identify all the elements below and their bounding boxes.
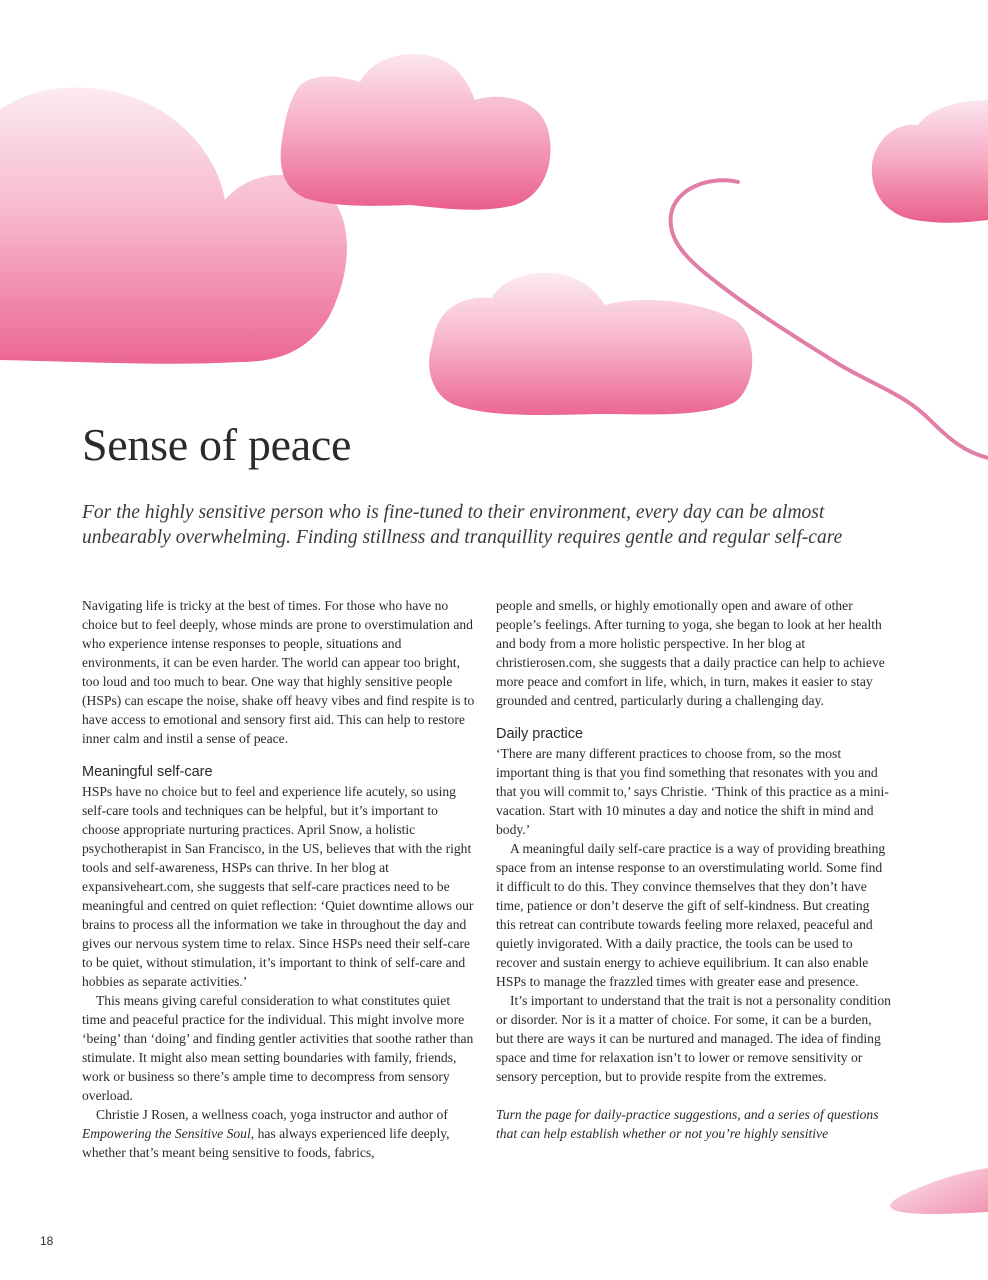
self-care-paragraph-3	[82, 1105, 477, 1162]
self-care-paragraph-2: This means giving careful consideration to what constitutes quiet time and peaceful practice for the individual. This might involve more ‘being’ than ‘doing’ and finding gentler activities that soothe rather than stimulate. It might also mean setting boundaries with family, friends, work or business so there’s ample time to decompress from sensory overload.	[82, 993, 474, 1103]
daily-practice-paragraph-1: ‘There are many different practices to choose from, so the most important thing is that you find something that resonates with you and that you will commit to,’ says Christie. ‘Think of this practice as a mini-vacation. Start with 10 minutes a day and notice the shift in mind and body.’	[496, 746, 889, 837]
paragraph-text: , has always experienced life deeply, whether that’s meant being sensitive to foods, fabrics,	[82, 1126, 450, 1160]
left-column	[82, 596, 477, 1162]
self-care-paragraph-3-continued: people and smells, or highly emotionally open and aware of other people’s feelings. After turning to yoga, she began to look at her health and body from a more holistic perspective. In her blog at christierosen.com, she suggests that a daily practice can help to achieve more peace and comfort in life, which, in turn, makes it easier to stay grounded and centred, particularly during a challenging day.	[496, 598, 885, 708]
daily-practice-paragraph-2: A meaningful daily self-care practice is a way of providing breathing space from an intense response to an overstimulating world. Some find it difficult to do this. They convince themselves that they don’t have time, patience or don’t deserve the gift of self-kindness. But creating this retreat can contribute towards feeling more relaxed, peaceful and quietly invigorated. With a daily practice, the tools can be used to recover and sustain energy to achieve equilibrium. It can also enable HSPs to manage the frazzled times with greater ease and presence.	[496, 841, 886, 989]
paragraph-text: Christie J Rosen, a wellness coach, yoga instructor and author of	[96, 1107, 448, 1122]
closing-note: Turn the page for daily-practice suggestions, and a series of questions that can help establish whether or not you’re highly sensitive	[496, 1107, 879, 1141]
cloud-illustration	[0, 0, 988, 470]
article-standfirst: For the highly sensitive person who is fine-tuned to their environment, every day can be almost unbearably overwhelming. Finding stillness and tranquillity requires gentle and regular self-care	[82, 502, 843, 548]
intro-paragraph: Navigating life is tricky at the best of times. For those who have no choice but to feel deeply, whose minds are prone to overstimulation and who experience intense responses to people, situations and environments, it can be even harder. The world can appear too bright, too loud and too much to bear. One way that highly sensitive people (HSPs) can escape the noise, shake off heavy vibes and find respite is to have access to emotional and sensory first aid. This can help to restore inner calm and instil a sense of peace.	[82, 598, 475, 746]
pink-splash-decoration	[880, 1160, 988, 1230]
book-title: Empowering the Sensitive Soul	[82, 1126, 251, 1141]
page-number: 18	[40, 1234, 54, 1248]
article-title: Sense of peace	[82, 419, 352, 470]
daily-practice-paragraph-3: It’s important to understand that the trait is not a personality condition or disorder. Nor is it a matter of choice. For some, it can be a burden, but there are ways it can be nurtured and managed. The idea of finding space and time for relaxation isn’t to lower or remove sensitivity or sensory perception, but to provide respite from the extremes.	[496, 993, 891, 1084]
right-column	[496, 596, 891, 1143]
edge-cloud	[872, 100, 988, 223]
section-heading-self-care: Meaningful self-care	[82, 764, 213, 780]
self-care-paragraph-1: HSPs have no choice but to feel and experience life acutely, so using self-care tools and techniques can be helpful, but it’s important to choose appropriate nurturing practices. April Snow, a holistic psychotherapist in San Francisco, in the US, believes that with the right tools and self-awareness, HSPs can thrive. In her blog at expansiveheart.com, she suggests that self-care practices need to be meaningful and centred on quiet reflection: ‘Quiet downtime allows our brains to process all the information we take in throughout the day and gives our nervous system time to relax. Since HSPs need their self-care to be quiet, without stimulation, it’s important to think of self-care and hobbies as separate activities.’	[82, 784, 474, 989]
middle-cloud	[429, 273, 752, 415]
section-heading-daily-practice: Daily practice	[496, 726, 584, 742]
top-cloud	[281, 54, 551, 210]
